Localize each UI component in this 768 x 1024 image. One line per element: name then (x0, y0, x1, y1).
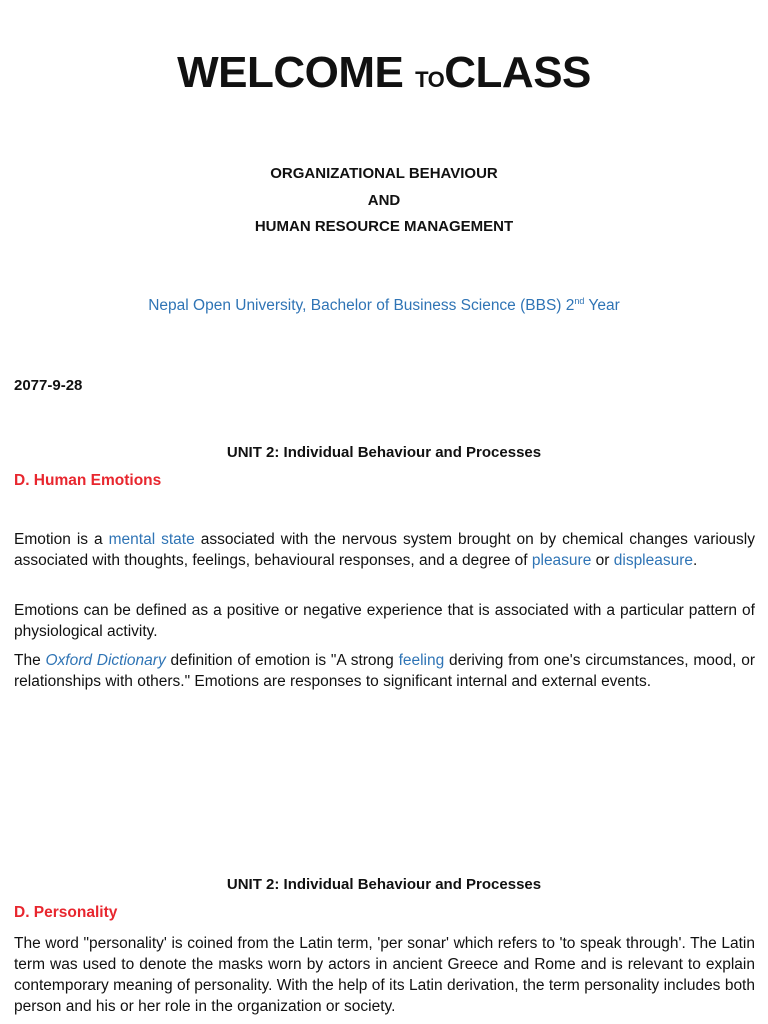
unit-heading-2: UNIT 2: Individual Behaviour and Processes (226, 876, 542, 893)
title-to: TO (415, 67, 445, 92)
text-run: definition of emotion is "A strong (165, 652, 399, 669)
title-class: CLASS (444, 48, 591, 97)
emotion-paragraph-1 (14, 529, 755, 571)
university-line (0, 296, 768, 315)
text-run: or (591, 552, 614, 569)
title-welcome: WELCOME (177, 48, 404, 97)
university-text: Nepal Open University, Bachelor of Business Science (BBS) 2 (148, 297, 575, 315)
section-heading-personality: D. Personality (14, 904, 118, 921)
university-superscript: nd (574, 296, 585, 306)
text-run: associated with the nervous system brought on by chemical changes variously associated with thoughts, feelings, behavioural responses, and a degree of (14, 531, 755, 569)
emotion-paragraph-2: Emotions can be defined as a positive or negative experience that is associated with a particular pattern of physiological activity. (14, 602, 755, 640)
lecture-date: 2077-9-28 (14, 377, 83, 394)
university-suffix: Year (584, 297, 620, 315)
text-run: . (693, 552, 698, 569)
link-pleasure[interactable]: pleasure (531, 552, 592, 569)
course-line-3: HUMAN RESOURCE MANAGEMENT (254, 218, 514, 235)
link-mental-state[interactable]: mental state (108, 531, 195, 548)
emotion-paragraph-3 (14, 650, 755, 692)
link-displeasure[interactable]: displeasure (613, 552, 694, 569)
page-title (0, 48, 768, 98)
unit-heading-1: UNIT 2: Individual Behaviour and Processes (226, 444, 542, 461)
course-line-2: AND (367, 192, 401, 209)
course-line-1: ORGANIZATIONAL BEHAVIOUR (270, 165, 498, 182)
link-feeling[interactable]: feeling (398, 652, 445, 669)
section-heading-emotions: D. Human Emotions (14, 472, 162, 489)
text-run: deriving from one's circumstances, mood, or relationships with others." Emotions are responses to significant internal and external events. (14, 652, 756, 690)
text-run: Emotion is a (14, 531, 109, 548)
text-run: The (14, 652, 46, 669)
link-oxford-dictionary[interactable]: Oxford Dictionary (45, 652, 166, 669)
personality-paragraph-1: The word "personality' is coined from the Latin term, 'per sonar' which refers to 'to speak through'. The Latin term was used to denote the masks worn by actors in ancient Greece and Rome and is relevant to explain contemporary meaning of personality. With the help of its Latin derivation, the term personality includes both person and his or her role in the organization or society. (14, 935, 755, 1015)
